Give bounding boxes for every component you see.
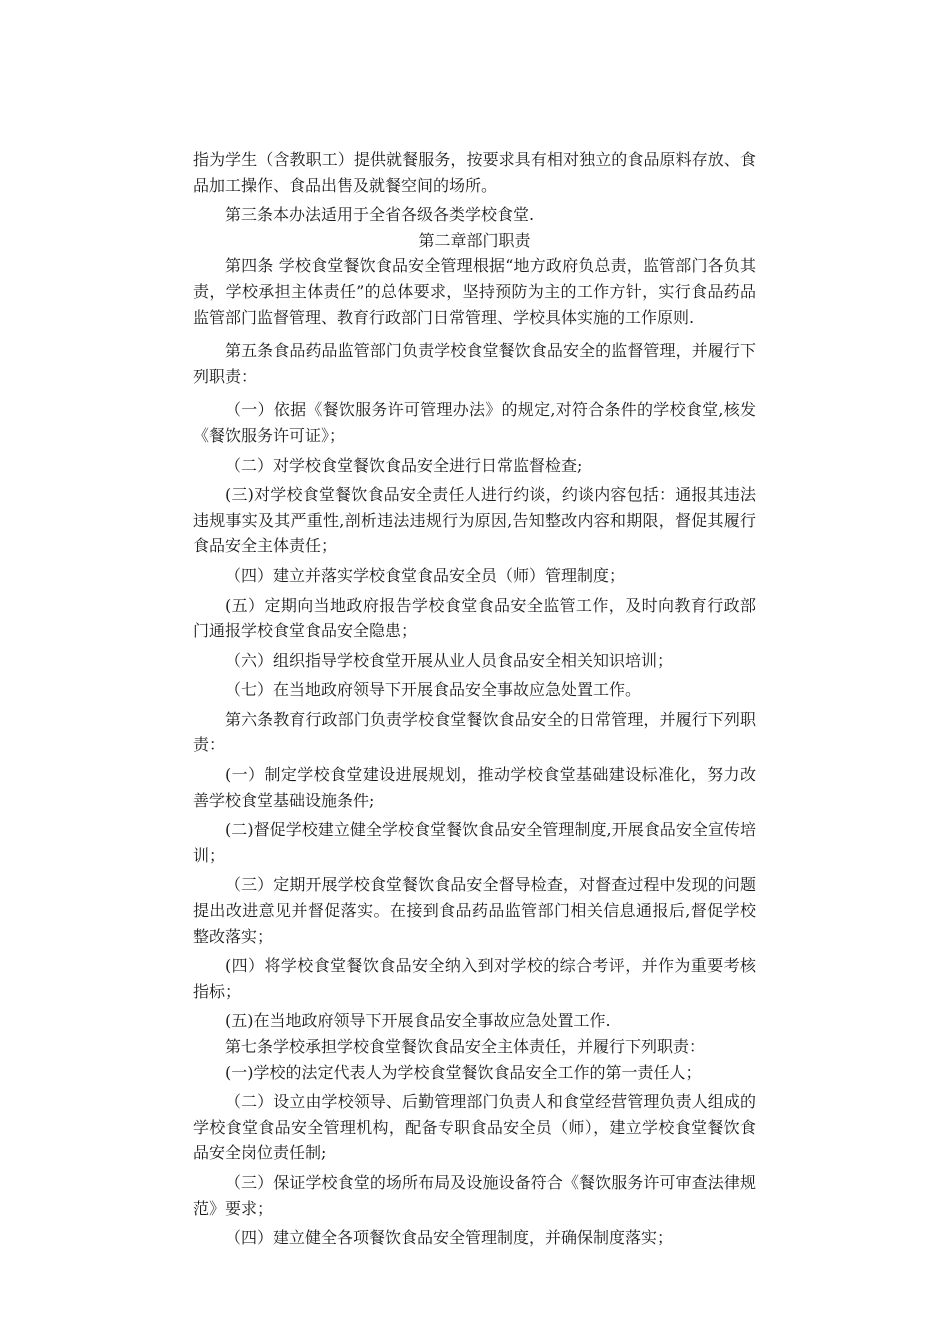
list-item: (五)在当地政府领导下开展食品安全事故应急处置工作. [225,1011,611,1031]
list-item: (三)对学校食堂餐饮食品安全责任人进行约谈，约谈内容包括：通报其违法违规事实及其严重性,剖析违法违规行为原因,告知整改内容和期限，督促其履行食品安全主体责任； [193,485,756,556]
list-item: (一)学校的法定代表人为学校食堂餐饮食品安全工作的第一责任人； [225,1062,702,1082]
document-body [193,147,756,1251]
list-item: (五）定期向当地政府报告学校食堂食品安全监管工作，及时向教育行政部门通报学校食堂食品安全隐患； [193,595,756,641]
chapter-heading: 第二章部门职责 [418,230,531,250]
article-6: 第六条教育行政部门负责学校食堂餐饮食品安全的日常管理，并履行下列职责： [193,709,756,755]
article-5: 第五条食品药品监管部门负责学校食堂餐饮食品安全的监督管理，并履行下列职责： [193,341,756,386]
list-item: （三）保证学校食堂的场所布局及设施设备符合《餐饮服务许可审查法律规范》要求； [193,1172,756,1218]
paragraph: 指为学生（含教职工）提供就餐服务，按要求具有相对独立的食品原料存放、食品加工操作、食品出售及就餐空间的场所。 [193,150,756,195]
list-item: (四）将学校食堂餐饮食品安全纳入到对学校的综合考评，并作为重要考核指标； [193,956,756,1001]
list-item: （六）组织指导学校食堂开展从业人员食品安全相关知识培训； [225,650,674,670]
article-4: 第四条 学校食堂餐饮食品安全管理根据“地方政府负总责，监管部门各负其责，学校承担主体责任”的总体要求，坚持预防为主的工作方针，实行食品药品监管部门监督管理、教育行政部门日常管理、学校具体实施的工作原则. [193,256,756,327]
list-item: （七）在当地政府领导下开展食品安全事故应急处置工作。 [225,680,642,700]
article-7: 第七条学校承担学校食堂餐饮食品安全主体责任，并履行下列职责： [225,1037,706,1056]
list-item: （三）定期开展学校食堂餐饮食品安全督导检查，对督查过程中发现的问题提出改进意见并督促落实。在接到食品药品监管部门相关信息通报后,督促学校整改落实； [193,875,756,946]
list-item: （二）对学校食堂餐饮食品安全进行日常监督检查; [225,455,583,475]
list-item: （二）设立由学校领导、后勤管理部门负责人和食堂经营管理负责人组成的学校食堂食品安全管理机构，配备专职食品安全员（师），建立学校食堂餐饮食品安全岗位责任制; [193,1092,756,1163]
list-item: （一）依据《餐饮服务许可管理办法》的规定,对符合条件的学校食堂,核发《餐饮服务许可证》； [193,400,756,445]
list-item: (二)督促学校建立健全学校食堂餐饮食品安全管理制度,开展食品安全宣传培训； [193,820,756,865]
list-item: （四）建立并落实学校食堂食品安全员（师）管理制度； [225,565,626,585]
article-3: 第三条本办法适用于全省各级各类学校食堂. [225,205,535,225]
list-item: (一）制定学校食堂建设进展规划，推动学校食堂基础建设标准化，努力改善学校食堂基础设施条件; [193,765,756,810]
list-item: （四）建立健全各项餐饮食品安全管理制度，并确保制度落实； [225,1228,674,1248]
